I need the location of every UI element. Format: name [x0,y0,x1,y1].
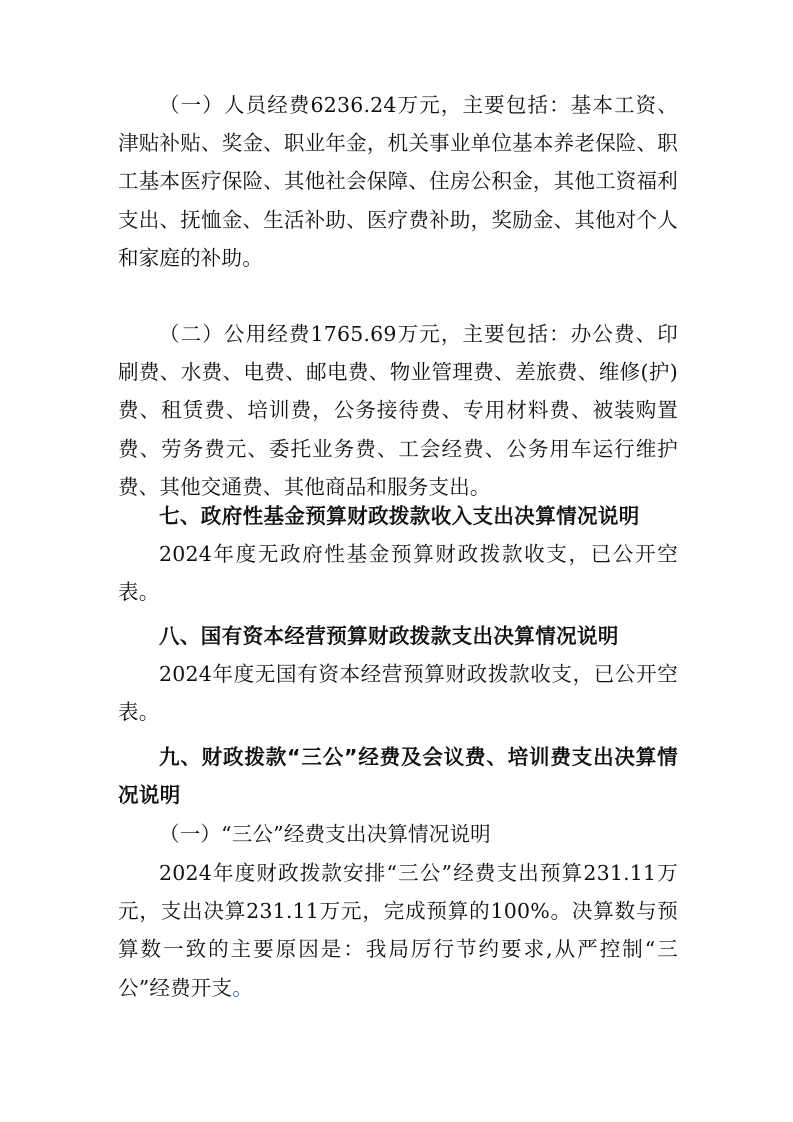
three-public-body-text: 2024年度财政拨款安排“三公”经费支出预算231.11万元，支出决算231.11万元，完成预算的100%。决算数与预算数一致的主要原因是：我局厉行节约要求,从严控制“三公”经费开支 [118,861,678,1000]
paragraph-public-expenses: （二）公用经费1765.69万元，主要包括：办公费、印刷费、水费、电费、邮电费、物业管理费、差旅费、维修(护)费、租赁费、培训费，公务接待费、专用材料费、被装购置费、劳务费元、委托业务费、工会经费、公务用车运行维护费、其他交通费、其他商品和服务支出。 [118,322,678,499]
section-heading-government-fund: 七、政府性基金预算财政拨款收入支出决算情况说明 [159,504,640,528]
paragraph-state-capital: 2024年度无国有资本经营预算财政拨款收支，已公开空表。 [118,662,678,725]
paragraph-personnel-expenses: （一）人员经费6236.24万元，主要包括：基本工资、津贴补贴、奖金、职业年金，机关事业单位基本养老保险、职工基本医疗保险、其他社会保障、住房公积金，其他工资福利支出、抚恤金、生活补助、医疗费补助，奖励金、其他对个人和家庭的补助。 [118,93,678,270]
section-heading-state-capital: 八、国有资本经营预算财政拨款支出决算情况说明 [159,624,619,648]
paragraph-three-public-expenses [118,854,678,1007]
paragraph-government-fund: 2024年度无政府性基金预算财政拨款收支，已公开空表。 [118,542,678,605]
three-public-final-punctuation: 。 [232,975,253,1000]
section-heading-three-public: 九、财政拨款“三公”经费及会议费、培训费支出决算情况说明 [118,745,678,808]
subheading-three-public-expenses: （一）“三公”经费支出决算情况说明 [159,822,491,846]
